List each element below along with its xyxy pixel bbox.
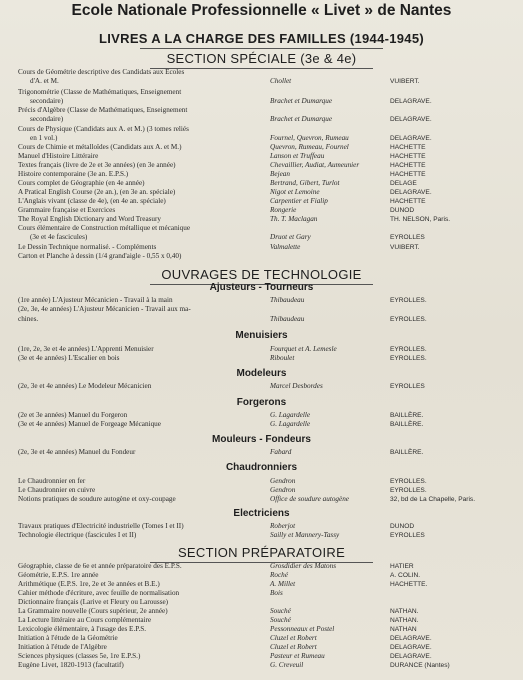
book-title: Textes français (livre de 2e et 3e années) (en 3e année)	[18, 161, 176, 169]
book-publisher: BAILLÈRE.	[390, 449, 424, 456]
book-publisher: DUNOD	[390, 207, 415, 214]
book-author: Fourquet et A. Lemesle	[270, 345, 337, 353]
book-title: Cahier méthode d'écriture, avec feuille de normalisation	[18, 589, 180, 597]
book-title: Géographie, classe de 6e et année préparatoire des E.P.S.	[18, 562, 182, 570]
subsection-heading: Modeleurs	[236, 368, 287, 379]
section-heading: SECTION SPÉCIALE (3e & 4e)	[166, 51, 357, 66]
book-title: Travaux pratiques d'Electricité industrielle (Tomes I et II)	[18, 522, 184, 530]
book-publisher: DELAGRAVE.	[390, 644, 432, 651]
book-author: Gendron	[270, 486, 296, 494]
book-title: Technologie électrique (fascicules I et II)	[18, 531, 137, 539]
book-title: (3e et 4e années) L'Escalier en bois	[18, 354, 120, 362]
book-author: Sailly et Mannery-Tassy	[270, 531, 340, 539]
book-publisher: DELAGRAVE.	[390, 635, 432, 642]
book-author: Marcel Desbordes	[270, 382, 323, 390]
book-title: en 1 vol.)	[30, 134, 58, 142]
book-title: Cours complet de Géographie (en 4e année)	[18, 179, 145, 187]
book-author: Bertrand, Gibert, Turlot	[270, 179, 340, 187]
book-publisher: EYROLLES.	[390, 355, 427, 362]
book-author: Thibaudeau	[270, 296, 305, 304]
book-row	[0, 353, 523, 364]
book-title: Trigonométrie (Classe de Mathématiques, Enseignement	[18, 88, 182, 96]
book-publisher: EYROLLES	[390, 383, 425, 390]
book-author: Pasteur et Rumeau	[270, 652, 325, 660]
book-publisher: HATIER	[390, 563, 414, 570]
book-row	[0, 76, 523, 87]
book-author: Bejean	[270, 170, 290, 178]
subsection-heading: Ajusteurs - Tourneurs	[209, 282, 314, 293]
book-publisher: DELAGRAVE.	[390, 98, 432, 105]
book-publisher: TH. NELSON, Paris.	[390, 216, 451, 223]
book-publisher: HACHETTE	[390, 153, 426, 160]
book-publisher: DUNOD	[390, 523, 415, 530]
book-title: Dictionnaire français (Larive et Fleury ou Larousse)	[18, 598, 169, 606]
book-author: Fabard	[270, 448, 292, 456]
subsection-heading: Electriciens	[233, 508, 290, 519]
book-title: (3e et 4e fascicules)	[30, 233, 88, 241]
book-title: (2e et 3e années) Manuel du Forgeron	[18, 411, 128, 419]
book-publisher: HACHETTE	[390, 171, 426, 178]
book-author: A. Millet	[270, 580, 296, 588]
book-row	[0, 447, 523, 458]
book-title: The Royal English Dictionary and Word Treasury	[18, 215, 162, 223]
book-publisher: BAILLÈRE.	[390, 412, 424, 419]
book-author: Roberjot	[270, 522, 296, 530]
book-title: Histoire contemporaine (3e an. E.P.S.)	[18, 170, 129, 178]
book-title: Géométrie, E.P.S. 1re année	[18, 571, 99, 579]
book-publisher: HACHETTE	[390, 198, 426, 205]
book-author: Cluzel et Robert	[270, 634, 317, 642]
book-publisher: NATHAN.	[390, 617, 419, 624]
book-title: (2e, 3e et 4e années) Le Modeleur Mécanicien	[18, 382, 152, 390]
book-author: Souché	[270, 607, 291, 615]
book-publisher: NATHAN	[390, 626, 417, 633]
book-title: (3e et 4e années) Manuel de Forgeage Mécanique	[18, 420, 161, 428]
book-author: Quevron, Rumeau, Fournel	[270, 143, 349, 151]
book-author: Chollet	[270, 77, 292, 85]
book-author: Valmalette	[270, 243, 301, 251]
book-author: Pessonneaux et Postel	[270, 625, 335, 633]
book-title: Initiation à l'étude de la Géométrie	[18, 634, 118, 642]
section-heading: SECTION PRÉPARATOIRE	[177, 545, 346, 560]
book-publisher: VUIBERT.	[390, 78, 420, 85]
book-author: Cluzel et Robert	[270, 643, 317, 651]
book-author: Rongerie	[270, 206, 297, 214]
book-publisher: DELAGE	[390, 180, 417, 187]
book-publisher: DURANCE (Nantes)	[390, 662, 450, 669]
book-title: Notions pratiques de soudure autogène et oxy-coupage	[18, 495, 176, 503]
book-row	[0, 530, 523, 541]
book-title: Cours de Géométrie descriptive des Candidats aux Ecoles	[18, 68, 185, 76]
book-title: (2e, 3e et 4e années) Manuel du Fondeur	[18, 448, 136, 456]
book-title: Manuel d'Histoire Littéraire	[18, 152, 99, 160]
book-title: Le Chaudronnier en cuivre	[18, 486, 96, 494]
book-author: G. Lagardelle	[270, 411, 311, 419]
book-publisher: BAILLÈRE.	[390, 421, 424, 428]
book-title: secondaire)	[30, 97, 64, 105]
book-title: Lexicologie élémentaire, à l'usage des E.P.S.	[18, 625, 147, 633]
book-row	[0, 314, 523, 325]
book-author: Nigot et Lemoine	[270, 188, 320, 196]
book-title: Cours de Physique (Candidats aux A. et M.) (3 tomes reliés	[18, 125, 189, 133]
book-title: Cours de Chimie et métalloïdes (Candidats aux A. et M.)	[18, 143, 182, 151]
book-row	[0, 660, 523, 671]
book-author: Brachet et Dumarque	[270, 115, 333, 123]
subsection-heading: Mouleurs - Fondeurs	[212, 434, 311, 445]
book-publisher: NATHAN.	[390, 608, 419, 615]
book-author: Grosdidier des Matons	[270, 562, 337, 570]
book-row	[0, 381, 523, 392]
book-title: A Pratical English Course (2e an.), (en 3e an. spéciale)	[18, 188, 176, 196]
book-publisher: EYROLLES.	[390, 316, 427, 323]
subsection-heading: Chaudronniers	[225, 462, 298, 473]
book-author: Carpentier et Fialip	[270, 197, 328, 205]
book-publisher: EYROLLES.	[390, 487, 427, 494]
book-title: Arithmétique (E.P.S. 1re, 2e et 3e années et B.E.)	[18, 580, 160, 588]
book-title: Grammaire française et Exercices	[18, 206, 116, 214]
book-title: chines.	[18, 315, 39, 323]
book-title: La Lecture littéraire au Cours complémentaire	[18, 616, 152, 624]
book-author: Gendron	[270, 477, 296, 485]
book-publisher: DELAGRAVE.	[390, 653, 432, 660]
document-title: Ecole Nationale Professionnelle « Livet » de Nantes	[71, 2, 452, 19]
book-title: Initiation à l'étude de l'Algèbre	[18, 643, 107, 651]
book-author: Fournel, Quevron, Rumeau	[270, 134, 349, 142]
subtitle-rule	[140, 48, 383, 49]
section-heading: OUVRAGES DE TECHNOLOGIE	[161, 267, 362, 282]
book-row	[0, 494, 523, 505]
book-publisher: VUIBERT.	[390, 244, 420, 251]
book-publisher: EYROLLES.	[390, 297, 427, 304]
book-title: Sciences physiques (classes 5e, 1re E.P.S.)	[18, 652, 141, 660]
book-publisher: EYROLLES.	[390, 346, 427, 353]
book-row	[0, 251, 523, 262]
book-publisher: 32, bd de La Chapelle, Paris.	[390, 496, 476, 503]
book-title: secondaire)	[30, 115, 64, 123]
book-title: (1re année) L'Ajusteur Mécanicien - Travail à la main	[18, 296, 173, 304]
book-title: Le Chaudronnier en fer	[18, 477, 86, 485]
book-publisher: HACHETTE.	[390, 581, 428, 588]
book-author: Office de soudure autogène	[270, 495, 349, 503]
book-title: La Grammaire nouvelle (Cours supérieur, 2e année)	[18, 607, 168, 615]
book-publisher: DELAGRAVE.	[390, 189, 432, 196]
book-title: Le Dessin Technique normalisé. - Compléments	[18, 243, 157, 251]
book-author: Th. T. Maclagan	[270, 215, 318, 223]
book-title: Eugène Livet, 1820-1913 (facultatif)	[18, 661, 124, 669]
book-publisher: HACHETTE	[390, 144, 426, 151]
book-author: Chevaillier, Audiat, Aumeunier	[270, 161, 360, 169]
book-row	[0, 419, 523, 430]
book-author: Roché	[270, 571, 288, 579]
document-subtitle: LIVRES A LA CHARGE DES FAMILLES (1944-1945)	[99, 31, 424, 46]
book-publisher: HACHETTE	[390, 162, 426, 169]
book-author: Bois	[270, 589, 283, 597]
book-author: Lanson et Truffeau	[270, 152, 325, 160]
book-author: Riboulet	[270, 354, 295, 362]
book-title: L'Anglais vivant (classe de 4e), (en 4e an. spéciale)	[18, 197, 166, 205]
book-publisher: EYROLLES.	[390, 478, 427, 485]
book-publisher: DELAGRAVE.	[390, 135, 432, 142]
subsection-heading: Forgerons	[236, 397, 287, 408]
book-title: Cours élémentaire de Construction métallique et mécanique	[18, 224, 191, 232]
book-publisher: A. COLIN.	[390, 572, 421, 579]
book-publisher: EYROLLES	[390, 532, 425, 539]
book-title: d'A. et M.	[30, 77, 59, 85]
book-title: (2e, 3e, 4e années) L'Ajusteur Mécanicien - Travail aux ma-	[18, 305, 191, 313]
book-publisher: EYROLLES	[390, 234, 425, 241]
book-author: G. Lagardelle	[270, 420, 311, 428]
book-title: Carton et Planche à dessin (1/4 grand'aigle - 0,55 x 0,40)	[18, 252, 182, 260]
book-publisher: DELAGRAVE.	[390, 116, 432, 123]
book-author: Thibaudeau	[270, 315, 305, 323]
book-author: Souché	[270, 616, 291, 624]
book-author: Brachet et Dumarque	[270, 97, 333, 105]
book-author: Druot et Gary	[270, 233, 311, 241]
book-title: Précis d'Algèbre (Classe de Mathématiques, Enseignement	[18, 106, 188, 114]
book-author: G. Creveuil	[270, 661, 304, 669]
book-title: (1re, 2e, 3e et 4e années) L'Apprenti Menuisier	[18, 345, 154, 353]
subsection-heading: Menuisiers	[235, 330, 288, 341]
